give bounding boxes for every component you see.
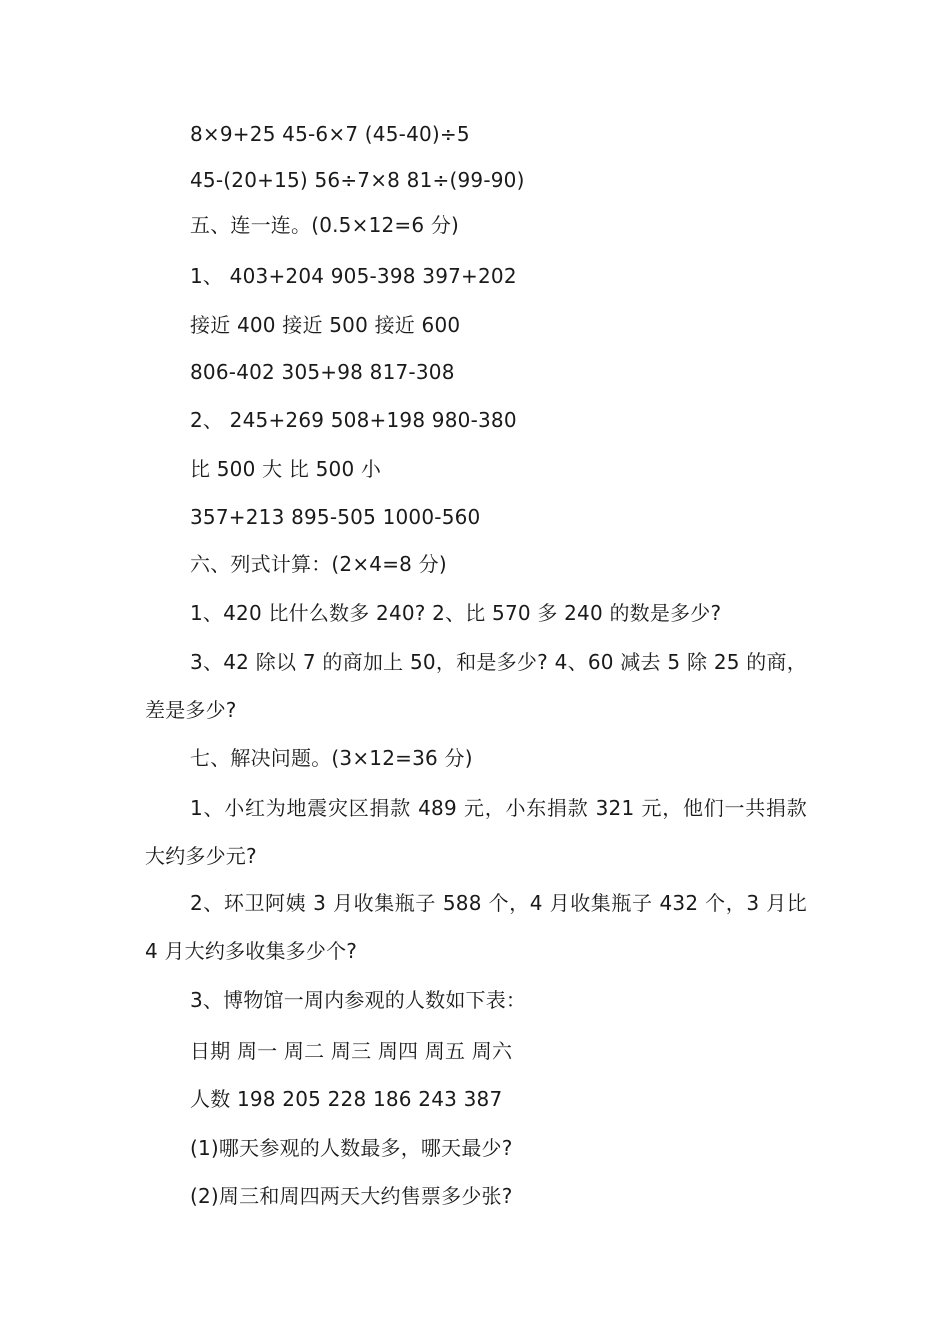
match-group-2-top: 2、 245+269 508+198 980-380 xyxy=(190,408,517,432)
problem-3-intro: 3、博物馆一周内参观的人数如下表： xyxy=(190,988,527,1012)
arithmetic-row-1: 8×9+25 45-6×7 (45-40)÷5 xyxy=(190,122,470,146)
match-group-1-bottom: 806-402 305+98 817-308 xyxy=(190,360,455,384)
section-five-heading: 五、连一连。(0.5×12=6 分) xyxy=(190,213,460,237)
table-row-counts: 人数 198 205 228 186 243 387 xyxy=(190,1087,503,1111)
section-seven-heading: 七、解决问题。(3×12=36 分) xyxy=(190,746,473,770)
problem-2: 2、环卫阿姨 3 月收集瓶子 588 个，4 月收集瓶子 432 个，3 月比 4 月大约多收集多少个? xyxy=(145,891,807,963)
problem-1: 1、小红为地震灾区捐款 489 元，小东捐款 321 元，他们一共捐款大约多少元? xyxy=(145,796,807,868)
match-group-2-labels: 比 500 大 比 500 小 xyxy=(190,457,382,481)
sub-question-1: (1)哪天参观的人数最多，哪天最少? xyxy=(190,1136,513,1160)
table-row-dates: 日期 周一 周二 周三 周四 周五 周六 xyxy=(190,1039,513,1063)
section-six-heading: 六、列式计算：(2×4=8 分) xyxy=(190,552,447,576)
question-1-2: 1、420 比什么数多 240? 2、比 570 多 240 的数是多少? xyxy=(190,601,722,625)
match-group-2-bottom: 357+213 895-505 1000-560 xyxy=(190,505,481,529)
match-group-1-top: 1、 403+204 905-398 397+202 xyxy=(190,264,517,288)
arithmetic-row-2: 45-(20+15) 56÷7×8 81÷(99-90) xyxy=(190,168,525,192)
match-group-1-labels: 接近 400 接近 500 接近 600 xyxy=(190,313,461,337)
sub-question-2: (2)周三和周四两天大约售票多少张? xyxy=(190,1184,513,1208)
question-3-4: 3、42 除以 7 的商加上 50，和是多少? 4、60 减去 5 除 25 的商，差是多少? xyxy=(145,650,807,722)
